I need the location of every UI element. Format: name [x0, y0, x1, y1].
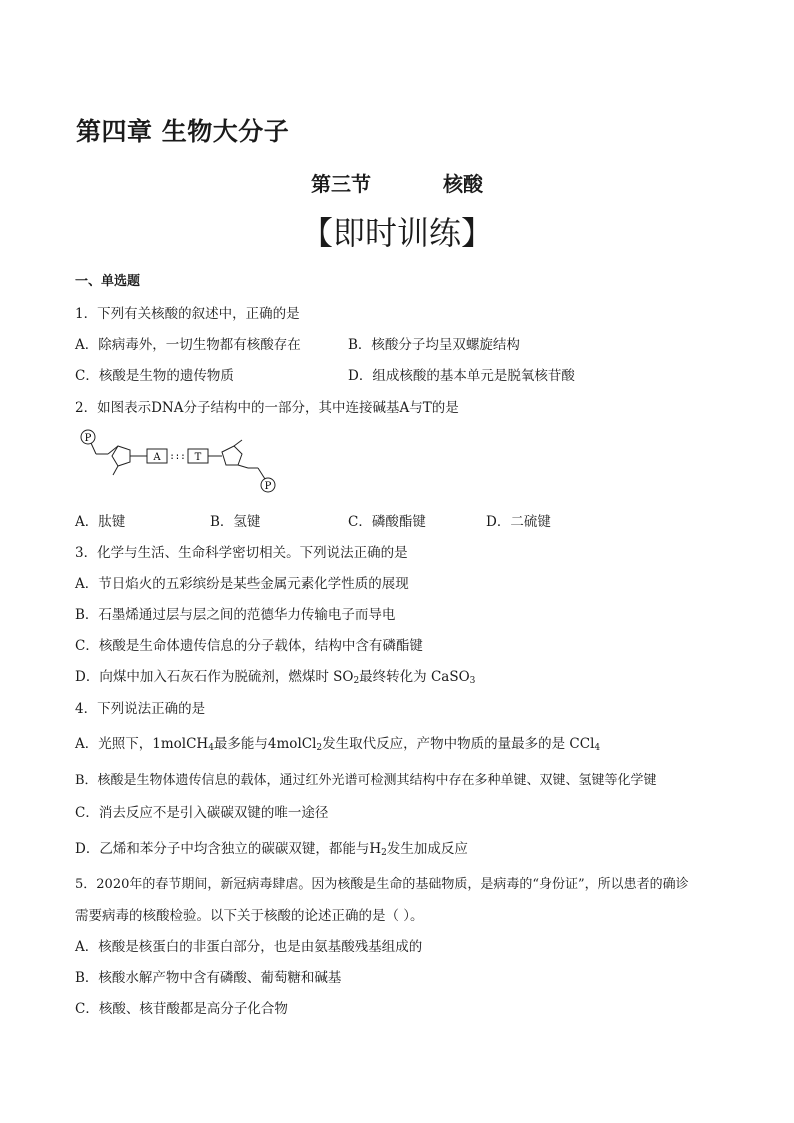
q1-option-d: D．组成核酸的基本单元是脱氧核苷酸	[348, 368, 575, 384]
q3-d-sub-1: 2	[353, 676, 360, 686]
q4-a-sub-2: 2	[316, 743, 323, 753]
q4-a-text-3: 发生取代反应，产物中物质的量最多的是 CCl	[322, 736, 595, 752]
q4-a-text-1: A．光照下，1molCH	[75, 736, 209, 752]
q4-option-a	[75, 732, 600, 753]
q3-option-c: C．核酸是生命体遗传信息的分子载体，结构中含有磷酯键	[75, 638, 423, 654]
q3-d-text-2: 最终转化为 CaSO	[359, 669, 470, 685]
q5-stem-line-2: 需要病毒的核酸检验。以下关于核酸的论述正确的是（ ）。	[75, 908, 424, 924]
q3-d-sub-2: 3	[469, 676, 476, 686]
base-t-label: T	[194, 452, 202, 463]
phosphate-label-top: P	[84, 433, 92, 444]
section-name: 核酸	[443, 172, 483, 196]
q4-option-c: C．消去反应不是引入碳碳双键的唯一途径	[75, 805, 329, 821]
dna-structure-diagram	[72, 424, 292, 496]
q1-option-a: A．除病毒外，一切生物都有核酸存在	[75, 337, 301, 353]
chapter-title: 第四章 生物大分子	[76, 117, 290, 146]
q1-stem: 1．下列有关核酸的叙述中，正确的是	[75, 306, 300, 322]
q4-stem: 4．下列说法正确的是	[75, 701, 206, 717]
q3-d-text-1: D．向煤中加入石灰石作为脱硫剂，燃煤时 SO	[75, 669, 354, 685]
section-number: 第三节	[311, 172, 371, 196]
section-title	[0, 168, 794, 197]
q1-option-c: C．核酸是生物的遗传物质	[75, 368, 234, 384]
phosphate-label-bottom: P	[264, 481, 272, 492]
q5-option-b: B．核酸水解产物中含有磷酸、葡萄糖和碱基	[75, 970, 342, 986]
hydrogen-bond-dots: :::	[169, 452, 186, 462]
base-a-label: A	[153, 452, 161, 463]
q2-option-c: C．磷酸酯键	[348, 514, 426, 530]
q2-option-b: B．氢键	[210, 514, 261, 530]
q5-option-a: A．核酸是核蛋白的非蛋白部分，也是由氨基酸残基组成的	[75, 939, 423, 955]
q4-option-d	[75, 837, 468, 858]
q4-d-sub-1: 2	[381, 848, 387, 858]
q3-stem: 3．化学与生活、生命科学密切相关。下列说法正确的是	[75, 545, 408, 561]
q4-a-text-2: 最多能与4molCl	[213, 736, 317, 752]
q4-a-sub-1: 4	[208, 743, 214, 753]
q1-option-b: B．核酸分子均呈双螺旋结构	[348, 337, 520, 353]
q4-option-b: B．核酸是生物体遗传信息的载体，通过红外光谱可检测其结构中存在多种单键、双键、氢键等化学键	[75, 773, 657, 788]
q2-option-d: D．二硫键	[486, 514, 551, 530]
q4-a-sub-3: 4	[594, 743, 601, 753]
q2-option-a: A．肽键	[75, 514, 126, 530]
q4-d-text-2: 发生加成反应	[386, 841, 468, 857]
q3-option-b: B．石墨烯通过层与层之间的范德华力传输电子而导电	[75, 607, 396, 623]
q5-option-c: C．核酸、核苷酸都是高分子化合物	[75, 1001, 288, 1017]
q2-stem: 2．如图表示DNA分子结构中的一部分，其中连接碱基A与T的是	[75, 400, 459, 416]
sugar-ring-right	[222, 446, 242, 465]
section-heading: 一、单选题	[75, 274, 141, 289]
q4-d-text-1: D．乙烯和苯分子中均含独立的碳碳双键，都能与H	[75, 841, 382, 857]
q3-option-a: A．节日焰火的五彩缤纷是某些金属元素化学性质的展现	[75, 576, 409, 592]
banner-title: 【即时训练】	[300, 214, 493, 252]
q5-stem-line-1: 5．2020年的春节期间，新冠病毒肆虐。因为核酸是生命的基础物质，是病毒的“身份证”，所以患者的确诊	[75, 877, 689, 892]
q3-option-d	[75, 665, 475, 686]
